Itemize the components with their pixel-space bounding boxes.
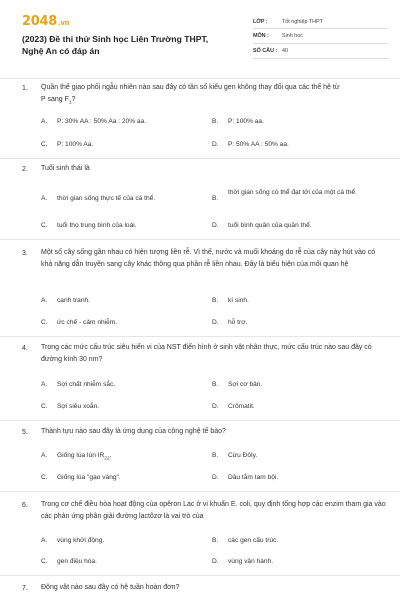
option-text-part: Giống lúa lùn IR bbox=[57, 452, 105, 459]
option-letter: A. bbox=[41, 381, 48, 388]
option-text bbox=[57, 451, 207, 464]
option-letter: A. bbox=[41, 118, 48, 125]
option-text: thời gian sống thực tế của cá thể. bbox=[57, 195, 156, 202]
option-text: tuổi thọ trung bình của loài. bbox=[57, 222, 137, 229]
question-number: 7. bbox=[22, 585, 28, 592]
meta-key: MÔN : bbox=[253, 33, 269, 39]
option-text: thời gian sống có thể đạt tới của một cá thể. bbox=[228, 189, 357, 196]
option-letter: B. bbox=[212, 381, 219, 388]
option-letter: C. bbox=[41, 403, 48, 410]
option-letter: D. bbox=[212, 141, 219, 148]
option-text: Sợi chất nhiễm sắc. bbox=[57, 381, 116, 388]
header-divider bbox=[0, 78, 400, 79]
option-text: hỗ trợ. bbox=[228, 319, 248, 326]
option-text: vùng vận hành. bbox=[228, 558, 274, 565]
option-letter: C. bbox=[41, 474, 48, 481]
logo-main: 2048 bbox=[22, 14, 57, 29]
question-number: 2. bbox=[22, 166, 28, 173]
option-letter: B. bbox=[212, 537, 219, 544]
option-letter: B. bbox=[212, 452, 219, 459]
option-letter: A. bbox=[41, 297, 48, 304]
question-text: Một số cây sống gần nhau có hiện tượng liền rễ. Vì thế, nước và muối khoáng do rễ của cây này hút vào có khả năng dẫn truyền sang cây khác thông qua phần rễ liền nhau. Đây là biểu hiện của mối quan hệ bbox=[41, 249, 376, 268]
option-text: các gen cấu trúc. bbox=[228, 537, 279, 544]
page-title: (2023) Đề thi thử Sinh học Liên Trường THPT, Nghệ An có đáp án bbox=[22, 34, 209, 56]
meta-row-subject bbox=[253, 29, 388, 44]
question-text-line: Quần thể giao phối ngẫu nhiên nào sau đây có tần số kiểu gen không thay đổi qua các thế hệ từ bbox=[41, 84, 340, 91]
question-text: Trong các mức cấu trúc siêu hiển vi của NST điển hình ở sinh vật nhân thực, mức cấu trúc nào sau đây có đường kính 30 nm? bbox=[41, 344, 372, 363]
question-text: Động vật nào sau đây có hệ tuần hoàn đơn? bbox=[41, 584, 180, 591]
question-divider bbox=[0, 239, 400, 240]
meta-key: LỚP : bbox=[253, 18, 268, 25]
option-text: vùng khởi động. bbox=[57, 537, 105, 544]
meta-value: Tốt nghiệp THPT bbox=[282, 18, 323, 25]
header bbox=[0, 0, 400, 76]
option-letter: D. bbox=[212, 474, 219, 481]
option-text: Dâu tằm tam bội. bbox=[228, 474, 279, 481]
option-letter: A. bbox=[41, 195, 48, 202]
option-text: Sợi siêu xoắn. bbox=[57, 403, 100, 410]
subscript: 1 bbox=[68, 99, 72, 105]
option-letter: D. bbox=[212, 319, 219, 326]
option-letter: C. bbox=[41, 558, 48, 565]
option-text: P: 30% AA : 50% Aa : 20% aa. bbox=[57, 118, 147, 125]
option-text: Cừu Đôly. bbox=[228, 452, 258, 459]
option-text-part: . bbox=[109, 452, 112, 459]
question-number: 5. bbox=[22, 429, 28, 436]
option-text: Crômatit. bbox=[228, 403, 255, 410]
exam-meta-table bbox=[253, 14, 388, 59]
subscript: 22 bbox=[104, 456, 110, 462]
meta-key: SỐ CÂU : bbox=[253, 48, 278, 54]
meta-value: Sinh học bbox=[282, 33, 303, 39]
logo-suffix: .vn bbox=[57, 19, 70, 27]
option-letter: B. bbox=[212, 297, 219, 304]
question-divider bbox=[0, 491, 400, 492]
option-letter: B. bbox=[212, 118, 219, 125]
question-divider bbox=[0, 420, 400, 421]
question-divider bbox=[0, 575, 400, 576]
question-text-part: ? bbox=[71, 95, 76, 103]
question-text: Trong cơ chế điều hòa hoạt động của opêron Lac ở vi khuẩn E. coli, quy định tổng hợp các enzim tham gia vào các phản ứng phân giải đường lactôzơ là vai trò của bbox=[41, 501, 386, 520]
site-logo[interactable] bbox=[22, 14, 69, 29]
question-number: 1. bbox=[22, 85, 28, 92]
option-text: P: 100% Aa. bbox=[57, 141, 94, 148]
option-letter: C. bbox=[41, 319, 48, 326]
question-number: 4. bbox=[22, 345, 28, 352]
option-text: kí sinh. bbox=[228, 297, 249, 304]
question-number: 6. bbox=[22, 502, 28, 509]
option-text: cạnh tranh. bbox=[57, 297, 90, 304]
option-text: ức chế - cảm nhiễm. bbox=[57, 319, 118, 326]
option-letter: A. bbox=[41, 452, 48, 459]
option-letter: A. bbox=[41, 537, 48, 544]
option-letter: D. bbox=[212, 222, 219, 229]
option-letter: C. bbox=[41, 222, 48, 229]
meta-value: 40 bbox=[282, 48, 288, 54]
option-text: Sợi cơ bản. bbox=[228, 381, 263, 388]
question-text: Thành tựu nào sau đây là ứng dụng của công nghệ tế bào? bbox=[41, 428, 226, 435]
option-letter: B. bbox=[212, 195, 219, 202]
option-letter: C. bbox=[41, 141, 48, 148]
question-text bbox=[41, 82, 386, 108]
question-text-line bbox=[41, 94, 386, 109]
option-text: tuổi bình quân của quần thể. bbox=[228, 222, 312, 229]
option-letter: D. bbox=[212, 403, 219, 410]
question-text-part: P sang F bbox=[41, 95, 69, 103]
option-letter: D. bbox=[212, 558, 219, 565]
question-number: 3. bbox=[22, 250, 28, 257]
question-divider bbox=[0, 336, 400, 337]
question-text: Tuổi sinh thái là bbox=[41, 165, 90, 172]
option-text: gen điều hòa. bbox=[57, 558, 97, 565]
option-text: P: 100% aa. bbox=[228, 118, 264, 125]
question-divider bbox=[0, 158, 400, 159]
option-text: Giống lúa "gạo vàng". bbox=[57, 474, 121, 481]
meta-row-class bbox=[253, 14, 388, 29]
option-text: P: 50% AA : 50% aa. bbox=[228, 141, 289, 148]
meta-row-count bbox=[253, 44, 388, 59]
